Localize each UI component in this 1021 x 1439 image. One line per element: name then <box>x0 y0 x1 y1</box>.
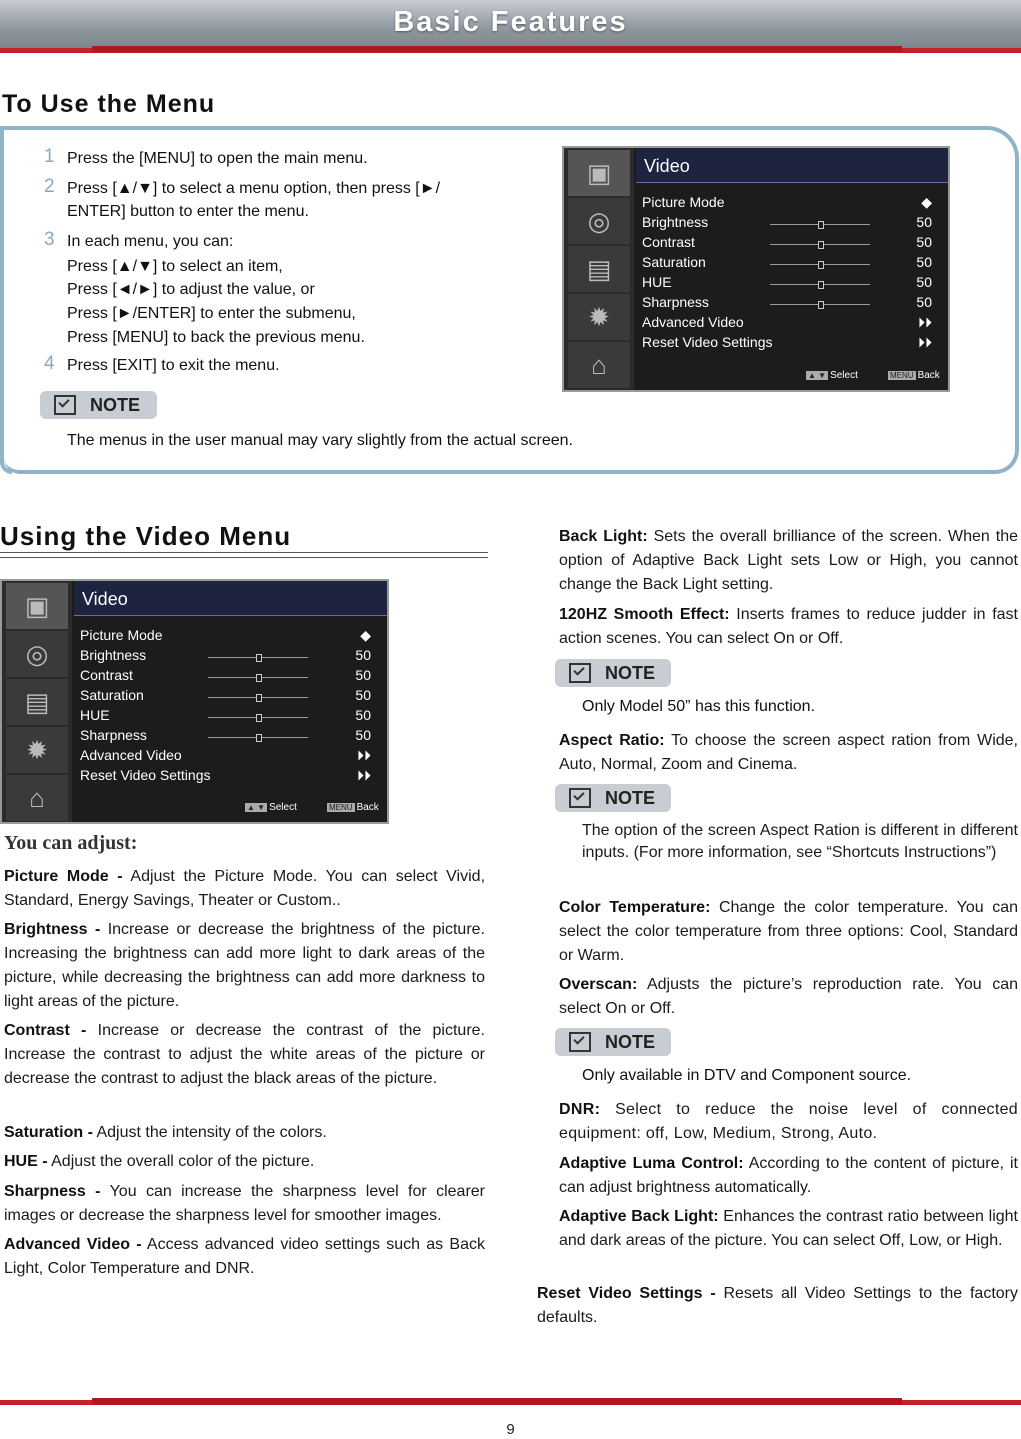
tv-menu-item[interactable] <box>642 214 932 234</box>
note-badge <box>555 1028 671 1056</box>
step-text: Press [▲/▼] to select a menu option, then press [►/ <box>67 180 441 197</box>
tv-menu-item[interactable] <box>80 727 371 747</box>
tv-menu-item-value: 50 <box>916 214 932 230</box>
note-label: NOTE <box>605 788 656 808</box>
step-number: 1 <box>44 146 55 167</box>
term: Saturation - <box>4 1124 93 1141</box>
term: Overscan: <box>559 976 638 993</box>
tv-menu-item[interactable] <box>642 234 932 254</box>
tv-menu-item-value: 50 <box>355 687 371 703</box>
footer-back-label: Back <box>917 370 940 381</box>
section-title-video-menu: Using the Video Menu <box>0 521 292 551</box>
left-right-arrow-icon: ◆ <box>921 194 932 210</box>
step-text: Press [►/ENTER] to enter the submenu, <box>67 305 356 322</box>
desc: Adjusts the picture’s reproduction rate. You can select On or Off. <box>559 976 1018 1017</box>
step-text: Press [▲/▼] to select an item, <box>67 258 283 275</box>
desc: Inserts frames to reduce judder in fast action scenes. You can select On or Off. <box>559 606 1019 647</box>
note-text: Only Model 50” has this function. <box>582 698 816 715</box>
term: Advanced Video - <box>4 1236 142 1253</box>
slider-knob[interactable] <box>818 221 824 229</box>
desc-dnr <box>559 1098 1018 1146</box>
note-badge <box>555 784 671 812</box>
slider-knob[interactable] <box>256 694 262 702</box>
desc: Increase or decrease the brightness of the picture. Increasing the brightness can add more light to dark areas of the picture, while decreasing the brightness can add more darkness to light areas of the picture. <box>4 921 486 1010</box>
note-label: NOTE <box>605 663 656 683</box>
picture-icon[interactable]: ▣ <box>568 150 630 196</box>
tv-menu-item-value: 50 <box>916 254 932 270</box>
page-number: 9 <box>506 1421 515 1438</box>
sound-icon[interactable]: ◎ <box>568 198 630 244</box>
tv-video-menu <box>0 579 389 824</box>
tv-footer-back <box>327 802 379 813</box>
desc: Sets the overall brilliance of the screen. When the option of Adaptive Back Light sets Low or High, you cannot change the Back Light setting. <box>559 528 1018 593</box>
step-text: Press [◄/►] to adjust the value, or <box>67 281 315 298</box>
header-red-stripe-dark <box>92 46 902 52</box>
desc-hue <box>4 1150 485 1174</box>
desc: You can increase the sharpness level for clearer images or decrease the sharpness level for smoother images. <box>4 1183 485 1224</box>
slider-knob[interactable] <box>256 654 262 662</box>
tv-menu-item-label: Sharpness <box>80 727 147 743</box>
tv-menu-item-value: 50 <box>916 234 932 250</box>
up-down-key-icon: ▲ ▼ <box>808 371 827 380</box>
term: Back Light: <box>559 528 648 545</box>
desc: Select to reduce the noise level of connected equipment: off, Low, Medium, Strong, Auto. <box>559 1101 1018 1142</box>
tv-menu-sidebar <box>564 148 634 390</box>
channel-icon[interactable]: ▤ <box>6 679 68 725</box>
term: DNR: <box>559 1101 601 1118</box>
submenu-arrow-icon: ⏵⏵ <box>918 314 932 330</box>
note-label: NOTE <box>90 395 141 415</box>
tv-menu-item-label: Picture Mode <box>80 627 163 643</box>
tv-menu-item-label: Contrast <box>80 667 133 683</box>
tv-menu-item-value: 50 <box>355 707 371 723</box>
desc-smooth-effect <box>559 603 1018 651</box>
section-underline <box>0 552 488 558</box>
menu-instructions-box-edge <box>0 126 12 474</box>
tv-menu-item-value: 50 <box>916 294 932 310</box>
gear-icon[interactable]: ✹ <box>6 727 68 773</box>
tv-menu-item-label: Contrast <box>642 234 695 250</box>
term: Color Temperature: <box>559 899 711 916</box>
footer-select-label: Select <box>830 370 858 381</box>
up-down-key-icon: ▲ ▼ <box>247 803 266 812</box>
tv-menu-item[interactable] <box>642 314 932 334</box>
slider-knob[interactable] <box>818 281 824 289</box>
desc-contrast <box>4 1019 485 1091</box>
term: Adaptive Back Light: <box>559 1208 719 1225</box>
tv-menu-item[interactable] <box>642 194 932 214</box>
tv-menu-item-label: Brightness <box>80 647 147 663</box>
tv-menu-item[interactable] <box>642 334 932 354</box>
desc-adaptive-luma <box>559 1152 1018 1200</box>
tv-menu-item-label: Picture Mode <box>642 194 725 210</box>
tv-footer-select <box>806 370 858 381</box>
desc-overscan <box>559 973 1018 1021</box>
tv-menu-title: Video <box>82 589 128 609</box>
step-text: Press the [MENU] to open the main menu. <box>67 150 368 167</box>
step-text: ENTER] button to enter the menu. <box>67 203 309 220</box>
page-header <box>0 0 1021 48</box>
desc: Access advanced video settings such as Back Light, Color Temperature and DNR. <box>4 1236 485 1277</box>
lock-icon[interactable]: ⌂ <box>568 342 630 388</box>
tv-menu-item[interactable] <box>80 707 371 727</box>
footer-back-label: Back <box>356 802 379 813</box>
desc: Increase or decrease the contrast of the picture. Increase the contrast to adjust the white areas of the picture or decrease the contrast to adjust the black areas of the picture. <box>4 1022 486 1087</box>
desc-sharpness <box>4 1180 485 1228</box>
tv-menu-item[interactable] <box>80 747 371 767</box>
sound-icon[interactable]: ◎ <box>6 631 68 677</box>
tv-menu-item-label: Sharpness <box>642 294 709 310</box>
gear-icon[interactable]: ✹ <box>568 294 630 340</box>
desc: Resets all Video Settings to the factory defaults. <box>537 1285 1018 1326</box>
slider-knob[interactable] <box>256 714 262 722</box>
step-text: Press [EXIT] to exit the menu. <box>67 357 280 374</box>
tv-menu-item[interactable] <box>80 667 371 687</box>
checkbox-pencil-icon <box>569 663 591 683</box>
tv-menu-item[interactable] <box>642 274 932 294</box>
tv-menu-item-value: 50 <box>355 667 371 683</box>
tv-menu-sidebar <box>2 581 72 822</box>
tv-menu-item-label: Advanced Video <box>642 314 744 330</box>
term: Reset Video Settings - <box>537 1285 716 1302</box>
tv-menu-item[interactable] <box>642 254 932 274</box>
term: Sharpness - <box>4 1183 101 1200</box>
note-label: NOTE <box>605 1032 656 1052</box>
desc-advanced-video <box>4 1233 485 1281</box>
desc: Adjust the Picture Mode. You can select Vivid, Standard, Energy Savings, Theater or Custom.. <box>4 868 486 909</box>
tv-menu-item-label: HUE <box>642 274 672 290</box>
tv-menu-header <box>74 581 387 616</box>
desc-back-light <box>559 525 1018 597</box>
lock-icon[interactable]: ⌂ <box>6 775 68 821</box>
note-text: Only available in DTV and Component source. <box>582 1067 912 1084</box>
submenu-arrow-icon: ⏵⏵ <box>357 747 371 763</box>
desc-color-temperature <box>559 896 1018 968</box>
checkbox-pencil-icon <box>54 395 76 415</box>
desc-reset-video <box>537 1282 1018 1330</box>
tv-menu-item[interactable] <box>642 294 932 314</box>
left-right-arrow-icon: ◆ <box>360 627 371 643</box>
submenu-arrow-icon: ⏵⏵ <box>918 334 932 350</box>
desc: To choose the screen aspect ration from Wide, Auto, Normal, Zoom and Cinema. <box>559 732 1019 773</box>
channel-icon[interactable]: ▤ <box>568 246 630 292</box>
note-badge <box>40 391 157 419</box>
note-text: The menus in the user manual may vary slightly from the actual screen. <box>67 432 573 449</box>
tv-menu-item[interactable] <box>80 647 371 667</box>
term: Picture Mode - <box>4 868 123 885</box>
desc-adaptive-back-light <box>559 1205 1018 1253</box>
note-badge <box>555 659 671 687</box>
desc: Change the color temperature. You can select the color temperature from three options: Cool, Standard or Warm. <box>559 899 1019 964</box>
tv-menu-item-label: Brightness <box>642 214 709 230</box>
desc-brightness <box>4 918 485 1014</box>
tv-menu-item[interactable] <box>80 627 371 647</box>
step-number: 2 <box>44 176 55 197</box>
term: Contrast - <box>4 1022 87 1039</box>
tv-menu-item-label: Saturation <box>642 254 706 270</box>
tv-menu-item-label: Reset Video Settings <box>642 334 773 350</box>
slider-knob[interactable] <box>818 241 824 249</box>
desc: Adjust the intensity of the colors. <box>92 1124 327 1141</box>
slider-knob[interactable] <box>256 734 262 742</box>
desc-saturation <box>4 1121 485 1145</box>
note-text: The option of the screen Aspect Ration is different in different inputs. (For more information, see “Shortcuts Instructions”) <box>582 822 1018 861</box>
footer-select-label: Select <box>269 802 297 813</box>
slider-knob[interactable] <box>818 261 824 269</box>
tv-menu-item-label: Advanced Video <box>80 747 182 763</box>
tv-footer-back <box>888 370 940 381</box>
desc: Enhances the contrast ratio between light and dark areas of the picture. You can select Off, Low, or High. <box>559 1208 1018 1249</box>
step-text: Press [MENU] to back the previous menu. <box>67 329 365 346</box>
tv-menu-item-label: Saturation <box>80 687 144 703</box>
slider-knob[interactable] <box>256 674 262 682</box>
section-title-use-menu: To Use the Menu <box>2 90 216 118</box>
you-can-adjust-heading: You can adjust: <box>4 832 138 854</box>
desc: According to the content of picture, it can adjust brightness automatically. <box>559 1155 1019 1196</box>
step-text: In each menu, you can: <box>67 233 234 250</box>
checkbox-pencil-icon <box>569 1032 591 1052</box>
header-title: Basic Features <box>393 6 628 38</box>
tv-footer-select <box>245 802 297 813</box>
term: 120HZ Smooth Effect: <box>559 606 730 623</box>
term: Adaptive Luma Control: <box>559 1155 744 1172</box>
term: Aspect Ratio: <box>559 732 665 749</box>
tv-menu-item-value: 50 <box>916 274 932 290</box>
tv-menu-header <box>636 148 948 183</box>
tv-menu-item[interactable] <box>80 767 371 787</box>
tv-menu-item[interactable] <box>80 687 371 707</box>
term: Brightness - <box>4 921 101 938</box>
footer-red-stripe-dark <box>92 1398 902 1405</box>
menu-key-icon: MENU <box>329 803 353 812</box>
desc: Adjust the overall color of the picture. <box>47 1153 315 1170</box>
tv-video-menu <box>562 146 950 392</box>
desc-aspect-ratio <box>559 729 1018 777</box>
step-number: 3 <box>44 229 55 250</box>
menu-key-icon: MENU <box>890 371 914 380</box>
slider-knob[interactable] <box>818 301 824 309</box>
tv-menu-item-label: HUE <box>80 707 110 723</box>
term: HUE - <box>4 1153 48 1170</box>
picture-icon[interactable]: ▣ <box>6 583 68 629</box>
tv-menu-item-value: 50 <box>355 647 371 663</box>
tv-menu-item-label: Reset Video Settings <box>80 767 211 783</box>
checkbox-pencil-icon <box>569 788 591 808</box>
tv-menu-item-value: 50 <box>355 727 371 743</box>
desc-picture-mode <box>4 865 485 913</box>
step-number: 4 <box>44 353 55 374</box>
submenu-arrow-icon: ⏵⏵ <box>357 767 371 783</box>
tv-menu-title: Video <box>644 156 690 176</box>
